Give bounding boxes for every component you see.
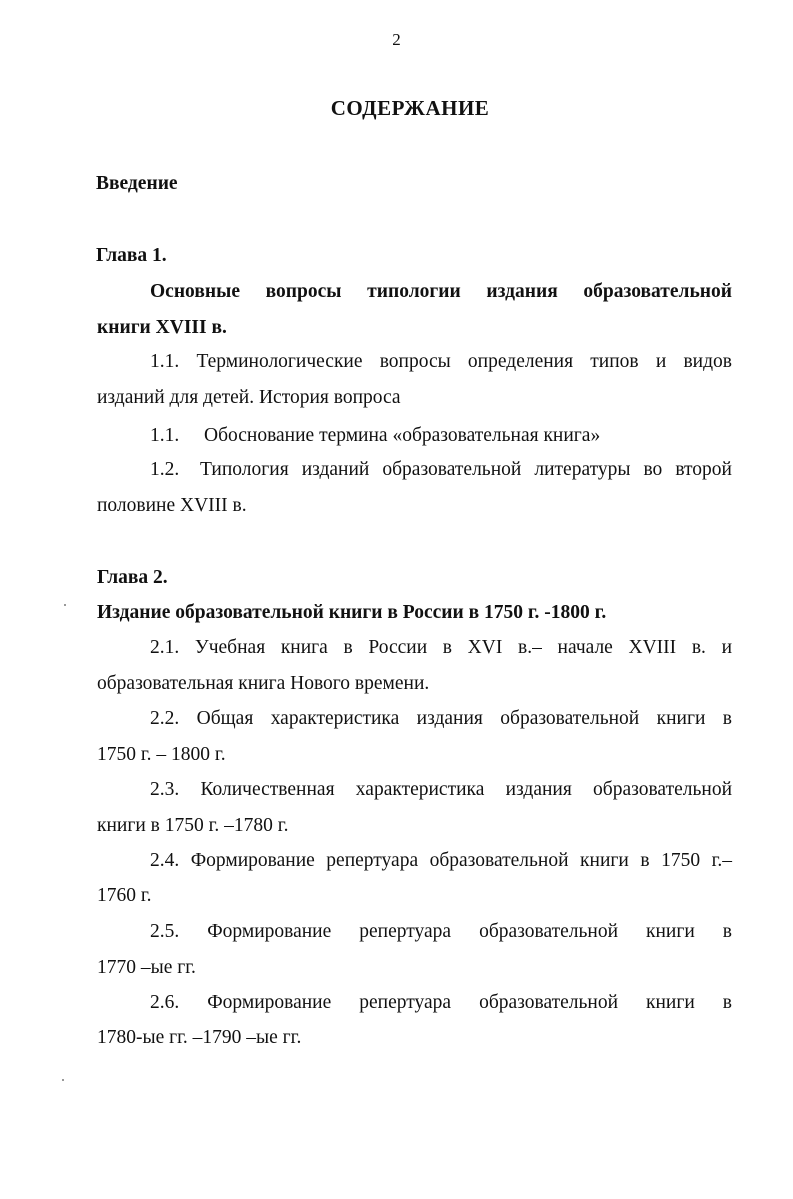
chapter1-title-line1: Основные вопросы типологии издания образовательной xyxy=(150,281,732,302)
page-title: СОДЕРЖАНИЕ xyxy=(330,96,490,120)
toc-item-1-2-line1: Типология изданий образовательной литературы во второй xyxy=(200,459,732,480)
toc-item-2-3-line2: книги в 1750 г. –1780 г. xyxy=(97,815,289,836)
toc-item-1-1-line2: изданий для детей. История вопроса xyxy=(97,387,401,408)
toc-item-1-1-line1: 1.1. Терминологические вопросы определения типов и видов xyxy=(150,351,732,372)
chapter2-heading: Глава 2. xyxy=(97,567,168,588)
chapter1-title-line2: книги XVIII в. xyxy=(97,317,227,338)
toc-item-1-1b-number: 1.1. xyxy=(150,425,180,446)
toc-item-2-2-line1: 2.2. Общая характеристика издания образовательной книги в xyxy=(150,708,732,729)
toc-item-1-2-number: 1.2. xyxy=(150,459,180,480)
toc-item-1-2-line2: половине XVIII в. xyxy=(97,495,247,516)
intro-heading: Введение xyxy=(96,173,178,194)
toc-item-1-1b-text: Обоснование термина «образовательная книга» xyxy=(204,425,601,446)
toc-item-2-1-line1: 2.1. Учебная книга в России в XVI в.– начале XVIII в. и xyxy=(150,637,732,658)
toc-item-2-5-line1: 2.5. Формирование репертуара образовательной книги в xyxy=(150,921,732,942)
scan-speck xyxy=(62,1079,64,1081)
toc-item-2-1-line2: образовательная книга Нового времени. xyxy=(97,673,430,694)
chapter1-heading: Глава 1. xyxy=(96,245,167,266)
toc-item-2-6-line2: 1780-ые гг. –1790 –ые гг. xyxy=(97,1027,302,1048)
toc-item-2-4-line1: 2.4. Формирование репертуара образовательной книги в 1750 г.– xyxy=(150,850,732,871)
page-number: 2 xyxy=(392,30,401,49)
toc-item-2-6-line1: 2.6. Формирование репертуара образовательной книги в xyxy=(150,992,732,1013)
toc-item-2-5-line2: 1770 –ые гг. xyxy=(97,957,196,978)
chapter2-title: Издание образовательной книги в России в 1750 г. -1800 г. xyxy=(97,602,607,623)
scan-speck xyxy=(64,604,66,606)
toc-item-2-2-line2: 1750 г. – 1800 г. xyxy=(97,744,226,765)
toc-item-2-3-line1: 2.3. Количественная характеристика издания образовательной xyxy=(150,779,732,800)
toc-item-2-4-line2: 1760 г. xyxy=(97,885,152,906)
